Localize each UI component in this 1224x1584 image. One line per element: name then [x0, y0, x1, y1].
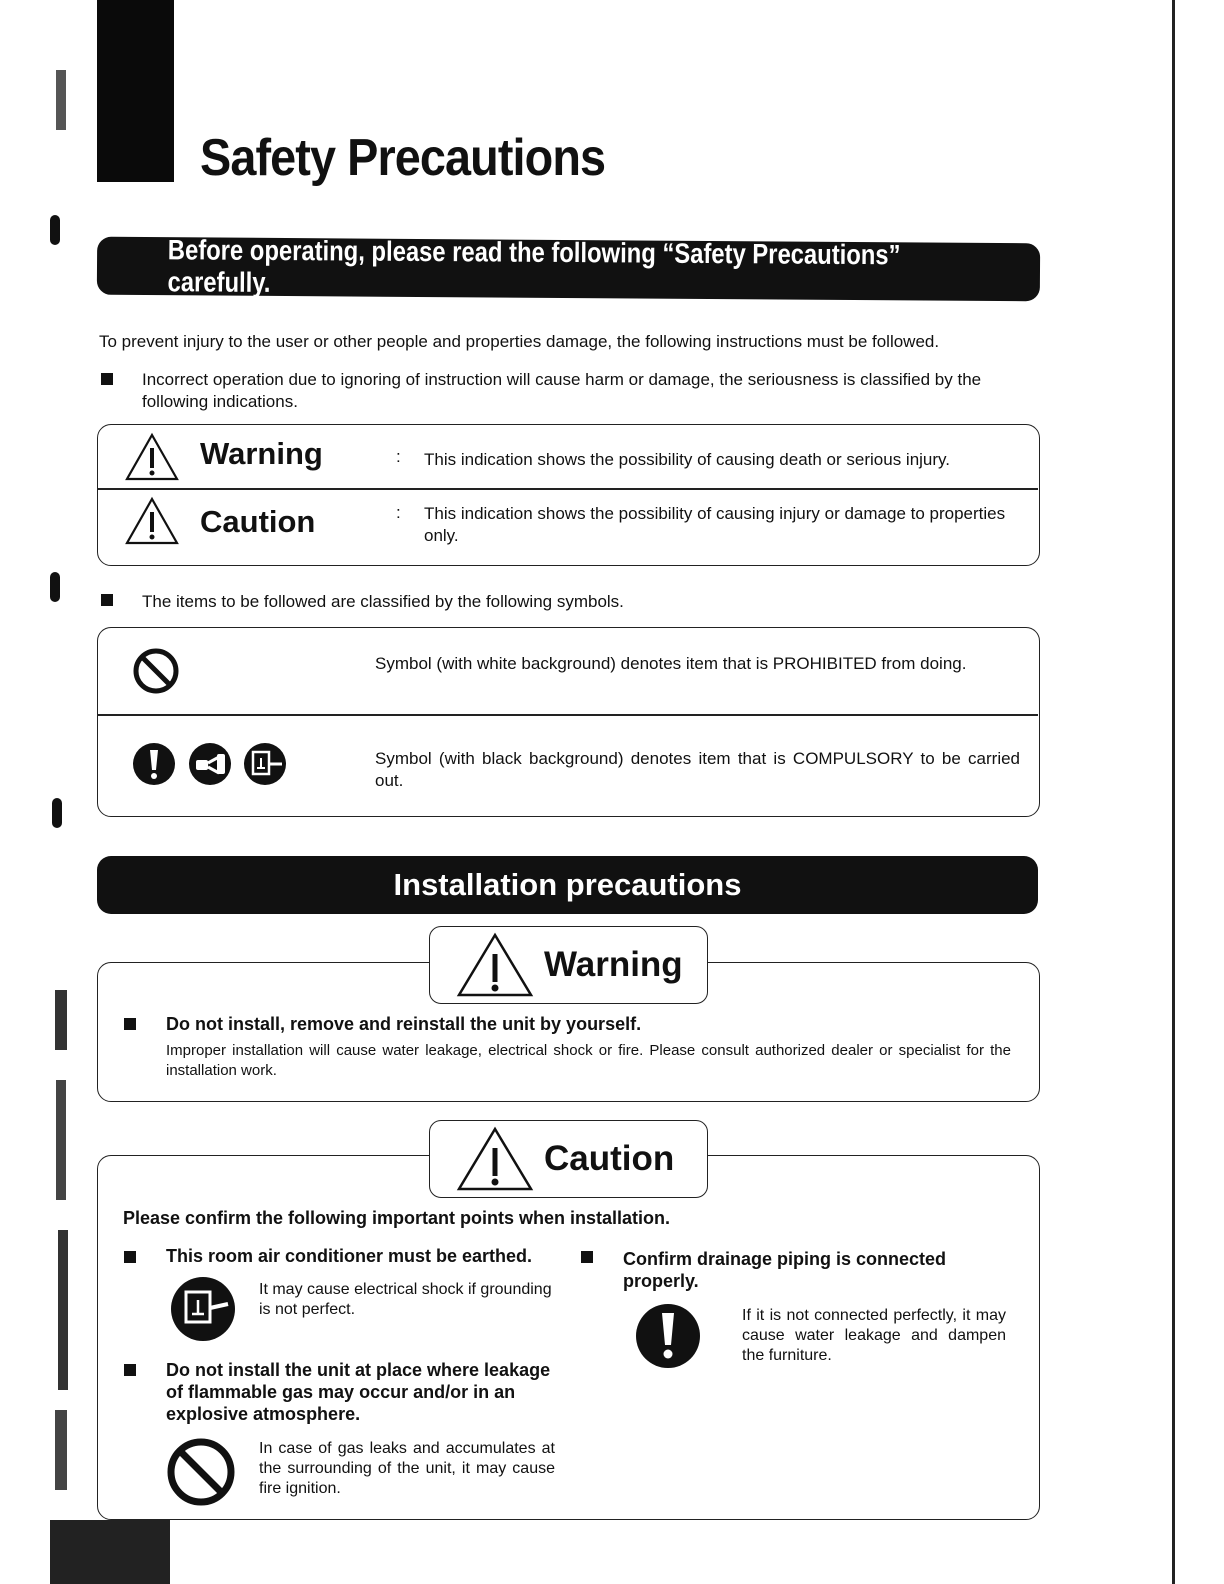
install-warning-text: Improper installation will cause water leakage, electrical shock or fire. Please consult authorized dealer or specialist for the installation work.	[166, 1042, 1011, 1079]
bullet-square	[124, 1017, 136, 1035]
bullet-square	[101, 372, 113, 390]
compulsory-symbol-text: Symbol (with black background) denotes item that is COMPULSORY to be carried out.	[375, 749, 1020, 790]
warning-tab	[429, 926, 708, 1004]
earthed-text: It may cause electrical shock if grounding is not perfect.	[259, 1281, 552, 1318]
indication-caution-label: Caution	[200, 504, 316, 539]
warning-triangle-icon	[124, 432, 180, 482]
warning-tab-label: Warning	[544, 945, 683, 984]
page-title: Safety Precautions	[200, 129, 606, 187]
section-tab-marker	[97, 0, 174, 182]
caution-tab-label: Caution	[544, 1139, 675, 1178]
caution-triangle-icon	[456, 1126, 534, 1192]
indication-warning-text: This indication shows the possibility of causing death or serious injury.	[424, 450, 951, 469]
earth-icon	[168, 1276, 238, 1342]
bullet-square	[124, 1250, 136, 1268]
indication-divider	[98, 488, 1038, 490]
flammable-gas-text: In case of gas leaks and accumulates at the surrounding of the unit, it may cause fire ignition.	[259, 1440, 555, 1497]
banner-text: Before operating, please read the following “Safety Precautions” carefully.	[167, 234, 901, 298]
page-edge-rule	[1172, 0, 1175, 1584]
installation-banner: Installation precautions	[97, 856, 1038, 914]
exclamation-icon	[132, 742, 176, 786]
read-carefully-banner	[97, 234, 1040, 302]
prohibited-symbol-text: Symbol (with white background) denotes item that is PROHIBITED from doing.	[375, 654, 967, 673]
exclamation-icon	[633, 1303, 703, 1369]
install-caution-intro: Please confirm the following important points when installation.	[123, 1208, 671, 1228]
earthed-heading: This room air conditioner must be earthed.	[166, 1246, 533, 1266]
prohibited-icon	[166, 1437, 236, 1507]
indication-colon: :	[396, 447, 401, 466]
warning-triangle-icon	[456, 932, 534, 998]
bullet-square	[581, 1250, 593, 1268]
caution-triangle-icon	[124, 496, 180, 546]
drainage-heading: Confirm drainage piping is connected properly.	[623, 1249, 947, 1291]
prohibited-icon	[132, 647, 180, 695]
caution-tab	[429, 1120, 708, 1198]
earth-icon	[242, 742, 288, 786]
unplug-icon	[187, 742, 233, 786]
bullet-square	[101, 593, 113, 611]
install-warning-heading: Do not install, remove and reinstall the unit by yourself.	[166, 1014, 642, 1034]
indication-colon: :	[396, 503, 401, 522]
bullet-square	[124, 1363, 136, 1381]
indication-warning-label: Warning	[200, 436, 323, 471]
intro-paragraph: To prevent injury to the user or other people and properties damage, the following instructions must be followed.	[99, 332, 940, 351]
bullet-symbols-text: The items to be followed are classified by the following symbols.	[142, 592, 624, 611]
symbols-divider	[98, 714, 1038, 716]
flammable-gas-heading: Do not install the unit at place where leakage of flammable gas may occur and/or in an explosive atmosphere.	[166, 1360, 551, 1424]
indication-caution-text: This indication shows the possibility of causing injury or damage to properties only.	[424, 504, 1006, 545]
drainage-text: If it is not connected perfectly, it may cause water leakage and dampen the furniture.	[742, 1307, 1006, 1364]
bullet-classification-text: Incorrect operation due to ignoring of instruction will cause harm or damage, the seriousness is classified by the following indications.	[142, 370, 982, 411]
